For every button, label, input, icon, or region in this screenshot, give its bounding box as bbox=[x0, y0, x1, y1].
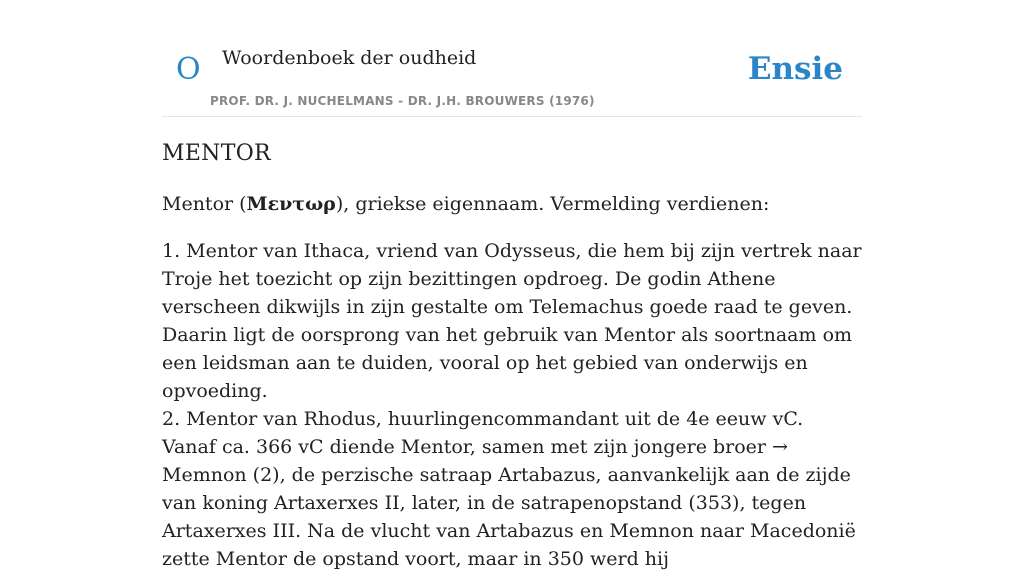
article bbox=[162, 138, 862, 573]
article-headword: MENTOR bbox=[162, 141, 271, 166]
list-item: 1. Mentor van Ithaca, vriend van Odysseus, die hem bij zijn vertrek naar Troje het toezicht op zijn bezittingen opdroeg. De godin Athene verscheen dikwijls in zijn gestalte om Telemachus goede raad te geven. Daarin ligt de oorsprong van het gebruik van Mentor als soortnaam om een leidsman aan te duiden, vooral op het gebied van onderwijs en opvoeding. bbox=[162, 240, 862, 402]
list-item: 2. Mentor van Rhodus, huurlingencommandant uit de 4e eeuw vC. Vanaf ca. 366 vC diende Mentor, samen met zijn jongere broer → Memnon (2), de perzische satraap Artabazus, aanvankelijk aan de zijde van koning Artaxerxes II, later, in de satrapenopstand (353), tegen Artaxerxes III. Na de vlucht van Artabazus en Memnon naar Macedonië zette Mentor de opstand voort, maar in 350 werd hij bbox=[162, 408, 856, 570]
brand-logo-link[interactable]: Ensie bbox=[747, 51, 843, 87]
book-authors: PROF. DR. J. NUCHELMANS - DR. J.H. BROUWERS (1976) bbox=[210, 94, 595, 108]
greek-name: Μεντωρ bbox=[246, 193, 336, 215]
intro-suffix: ), griekse eigennaam. Vermelding verdienen: bbox=[335, 193, 770, 215]
page-header bbox=[162, 0, 862, 117]
book-title[interactable]: Woordenboek der oudheid bbox=[222, 47, 477, 69]
intro-prefix: Mentor ( bbox=[162, 193, 247, 215]
article-body bbox=[162, 237, 862, 573]
article-intro bbox=[162, 190, 862, 218]
index-letter[interactable]: O bbox=[176, 52, 201, 87]
